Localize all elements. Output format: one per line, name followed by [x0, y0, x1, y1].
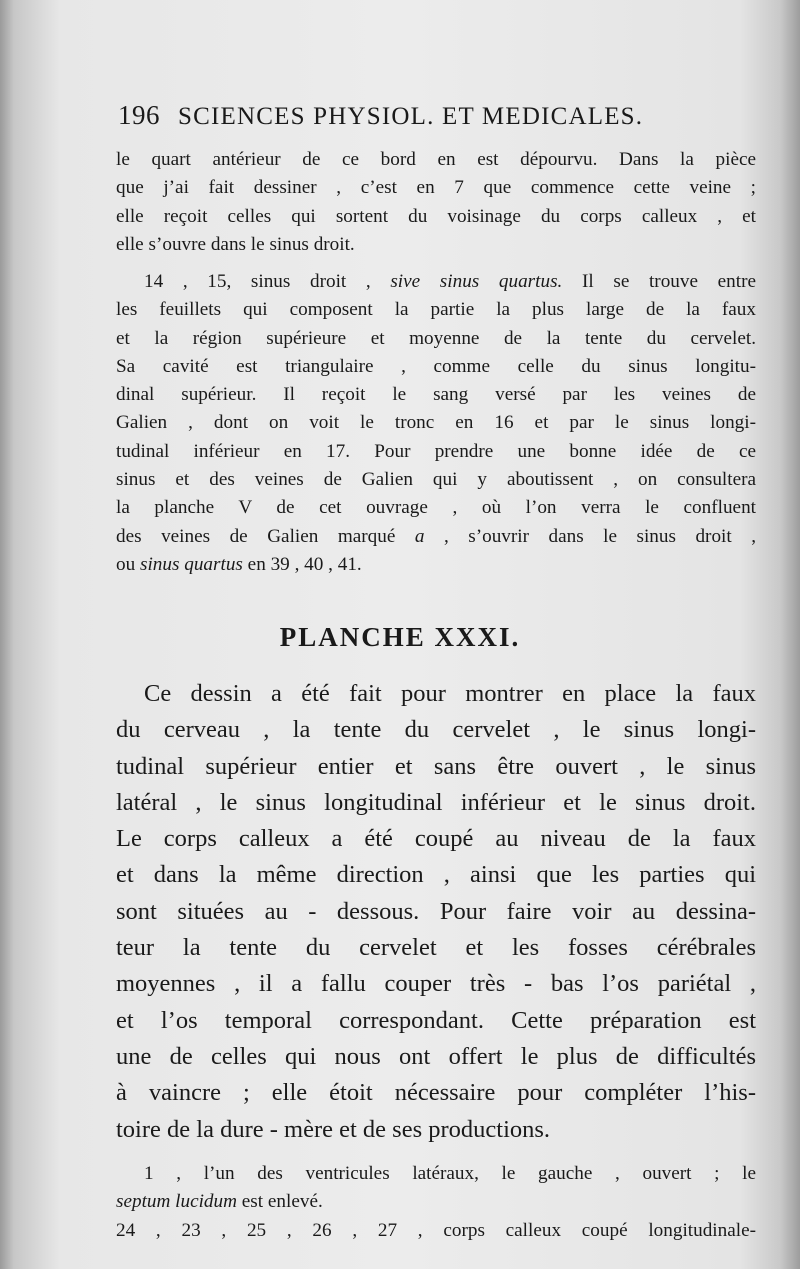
text-run: en 39 , 40 , 41.: [242, 553, 362, 575]
text-run: ou: [116, 553, 140, 575]
text-run: des veines de Galien marqué: [116, 525, 415, 547]
text-run: Il se trouve entre: [562, 271, 756, 292]
text-line: [116, 1188, 756, 1216]
text-line: elle s’ouvre dans le sinus droit.: [116, 233, 355, 255]
italic-term: septum lucidum: [116, 1191, 237, 1213]
text-line: la planche V de cet ouvrage , où l’on verra le confluent: [116, 497, 756, 519]
text-line: du cerveau , la tente du cervelet , le sinus longi-: [116, 716, 756, 744]
text-line: 1 , l’un des ventricules latéraux, le gauche , ouvert ; le: [144, 1163, 756, 1184]
text-run: , s’ouvrir dans le sinus droit ,: [424, 525, 756, 547]
text-line: et dans la même direction , ainsi que les parties qui: [116, 861, 756, 889]
text-line: latéral , le sinus longitudinal inférieur et le sinus droit.: [116, 788, 756, 816]
text-line: les feuillets qui composent la partie la plus large de la faux: [116, 299, 756, 321]
text-line: teur la tente du cervelet et les fosses cérébrales: [116, 934, 756, 962]
page-number: 196: [118, 100, 160, 130]
page-header: [118, 100, 728, 140]
text-line: [116, 268, 756, 296]
text-line: [116, 551, 756, 579]
text-run: est enlevé.: [236, 1191, 323, 1213]
text-line: 24 , 23 , 25 , 26 , 27 , corps calleux coupé longitudinale-: [116, 1219, 756, 1241]
text-run: 14 , 15, sinus droit ,: [144, 271, 391, 292]
italic-term: sinus quartus: [139, 553, 243, 575]
text-line: que j’ai fait dessiner , c’est en 7 que commence cette veine ;: [116, 177, 756, 199]
text-line: et l’os temporal correspondant. Cette préparation est: [116, 1006, 756, 1034]
text-line: [116, 523, 756, 551]
text-line: tudinal inférieur en 17. Pour prendre une bonne idée de ce: [116, 440, 756, 462]
text-line: sinus et des veines de Galien qui y aboutissent , on consultera: [116, 469, 756, 491]
text-line: elle reçoit celles qui sortent du voisinage du corps calleux , et: [116, 205, 756, 227]
paragraph-sinus-droit: [116, 268, 756, 579]
text-line: Galien , dont on voit le tronc en 16 et par le sinus longi-: [116, 412, 756, 434]
paragraph-continuation: [116, 146, 756, 259]
text-line: Le corps calleux a été coupé au niveau de la faux: [116, 825, 756, 853]
text-line: Sa cavité est triangulaire , comme celle du sinus longitu-: [116, 355, 756, 377]
running-title: SCIENCES PHYSIOL. ET MEDICALES.: [178, 103, 644, 130]
show-through-text: [470, 40, 780, 82]
italic-term: sive sinus quartus.: [390, 271, 563, 292]
text-line: toire de la dure - mère et de ses productions.: [116, 1115, 551, 1143]
text-line: une de celles qui nous ont offert le plus de difficultés: [116, 1042, 756, 1070]
text-line: et la région supérieure et moyenne de la tente du cervelet.: [116, 327, 756, 349]
text-line: dinal supérieur. Il reçoit le sang versé par les veines de: [116, 384, 756, 406]
text-line: Ce dessin a été fait pour montrer en place la faux: [144, 680, 756, 707]
text-line: tudinal supérieur entier et sans être ouvert , le sinus: [116, 752, 756, 780]
text-line: à vaincre ; elle étoit nécessaire pour compléter l’his-: [116, 1079, 756, 1107]
text-line: moyennes , il a fallu couper très - bas l’os pariétal ,: [116, 970, 756, 998]
text-line: sont situées au - dessous. Pour faire voir au dessina-: [116, 897, 756, 925]
plate-title: PLANCHE XXXI.: [279, 622, 521, 652]
paragraph-plate-description: [116, 676, 756, 1148]
paragraph-plate-legend: [116, 1160, 756, 1245]
text-line: le quart antérieur de ce bord en est dépourvu. Dans la pièce: [116, 149, 756, 170]
italic-term: a: [414, 525, 425, 547]
